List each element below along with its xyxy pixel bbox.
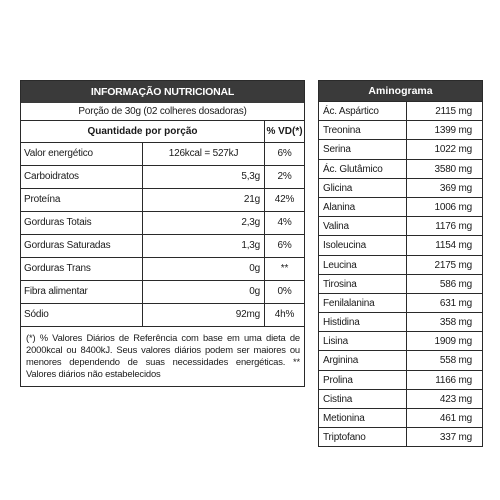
header-vd: % VD(*) <box>264 121 304 142</box>
nutrient-vd: 6% <box>277 240 292 251</box>
amino-acid-name: Histidina <box>319 313 407 331</box>
nutrient-amount: 1,3g <box>143 235 265 257</box>
amino-acid-name: Fenilalanina <box>319 294 407 312</box>
nutrient-name: Gorduras Saturadas <box>21 235 143 257</box>
nutrient-vd: 4h% <box>274 309 295 320</box>
table-row <box>21 143 304 166</box>
nutrition-title: INFORMAÇÃO NUTRICIONAL <box>21 81 304 103</box>
amino-acid-name: Ác. Aspártico <box>319 102 407 120</box>
nutrient-name: Gorduras Totais <box>21 212 143 234</box>
nutrition-footnote: (*) % Valores Diários de Referência com base em uma dieta de 2000kcal ou 8400kJ. Seus valores diários podem ser maiores ou menores dependendo de suas necessidades energéticas. ** Valores diários não estabelecidos <box>26 332 300 379</box>
amino-acid-amount: 461 mg <box>439 413 472 424</box>
table-row <box>319 120 482 139</box>
header-quantity: Quantidade por porção <box>87 126 198 137</box>
aminogram-table <box>318 80 483 447</box>
table-row <box>21 235 304 258</box>
amino-acid-amount: 558 mg <box>439 355 472 367</box>
table-row <box>21 281 304 304</box>
nutrient-vd: 6% <box>277 148 292 159</box>
nutrient-amount: 0g <box>143 258 265 280</box>
table-row <box>319 293 482 312</box>
nutrient-vd: ** <box>280 263 289 274</box>
nutrient-amount: 126kcal = 527kJ <box>143 143 265 165</box>
table-row <box>319 370 482 389</box>
table-row <box>319 197 482 216</box>
nutrient-amount: 5,3g <box>143 166 265 188</box>
amino-acid-amount: 358 mg <box>439 317 472 329</box>
nutrient-name: Carboidratos <box>21 166 143 188</box>
amino-acid-name: Metionina <box>319 409 407 427</box>
nutrient-amount: 21g <box>143 189 265 211</box>
nutrient-name: Sódio <box>21 304 143 326</box>
nutrient-vd: 4% <box>277 217 292 228</box>
amino-acid-amount: 586 mg <box>439 278 472 290</box>
table-row <box>319 235 482 254</box>
amino-acid-name: Glicina <box>319 179 407 197</box>
amino-acid-name: Lisina <box>319 332 407 350</box>
amino-acid-amount: 2115 mg <box>435 106 472 117</box>
amino-acid-name: Tirosina <box>319 275 407 293</box>
nutrient-amount: 2,3g <box>143 212 265 234</box>
amino-acid-amount: 337 mg <box>439 432 472 444</box>
amino-acid-name: Arginina <box>319 351 407 369</box>
table-row <box>21 189 304 212</box>
nutrition-table <box>20 80 305 387</box>
table-row <box>319 350 482 369</box>
nutrient-vd: 42% <box>274 194 295 205</box>
nutrient-name: Gorduras Trans <box>21 258 143 280</box>
nutrient-name: Valor energético <box>21 143 143 165</box>
table-row <box>319 312 482 331</box>
amino-acid-amount: 423 mg <box>439 393 472 405</box>
amino-acid-amount: 3580 mg <box>434 163 472 175</box>
table-row <box>319 216 482 235</box>
table-row <box>21 212 304 235</box>
nutrient-vd: 0% <box>277 286 292 297</box>
amino-acid-name: Treonina <box>319 121 407 139</box>
table-row <box>319 389 482 408</box>
nutrient-name: Fibra alimentar <box>21 281 143 303</box>
table-row <box>21 304 304 327</box>
table-row <box>319 139 482 158</box>
amino-acid-name: Valina <box>319 217 407 235</box>
amino-acid-name: Leucina <box>319 256 407 274</box>
nutrition-rows <box>21 143 304 327</box>
table-row <box>21 166 304 189</box>
amino-acid-amount: 2175 mg <box>434 259 472 271</box>
table-row <box>319 274 482 293</box>
aminogram-title: Aminograma <box>319 81 482 101</box>
amino-acid-name: Alanina <box>319 198 407 216</box>
amino-acid-name: Serina <box>319 140 407 158</box>
table-row <box>319 331 482 350</box>
table-row <box>319 178 482 197</box>
amino-acid-amount: 1176 mg <box>435 221 472 233</box>
amino-acid-amount: 1166 mg <box>435 374 472 386</box>
amino-acid-name: Triptofano <box>319 428 407 446</box>
table-row <box>319 255 482 274</box>
nutrient-amount: 92mg <box>143 304 265 326</box>
aminogram-rows <box>319 101 482 446</box>
amino-acid-name: Prolina <box>319 371 407 389</box>
table-row <box>319 101 482 120</box>
portion-size: Porção de 30g (02 colheres dosadoras) <box>21 103 304 121</box>
amino-acid-amount: 1909 mg <box>434 336 472 348</box>
table-row <box>319 408 482 427</box>
amino-acid-name: Ác. Glutâmico <box>319 160 407 178</box>
amino-acid-amount: 1154 mg <box>435 240 472 252</box>
amino-acid-amount: 1399 mg <box>434 125 472 137</box>
nutrient-vd: 2% <box>277 171 292 182</box>
amino-acid-amount: 1006 mg <box>434 201 472 213</box>
amino-acid-name: Cistina <box>319 390 407 408</box>
amino-acid-amount: 369 mg <box>439 182 472 194</box>
table-row <box>319 159 482 178</box>
table-row <box>319 427 482 446</box>
nutrient-name: Proteína <box>21 189 143 211</box>
amino-acid-amount: 631 mg <box>439 297 472 309</box>
table-row <box>21 258 304 281</box>
nutrient-amount: 0g <box>143 281 265 303</box>
nutrition-header-row <box>21 121 304 143</box>
amino-acid-name: Isoleucina <box>319 236 407 254</box>
amino-acid-amount: 1022 mg <box>434 144 472 156</box>
